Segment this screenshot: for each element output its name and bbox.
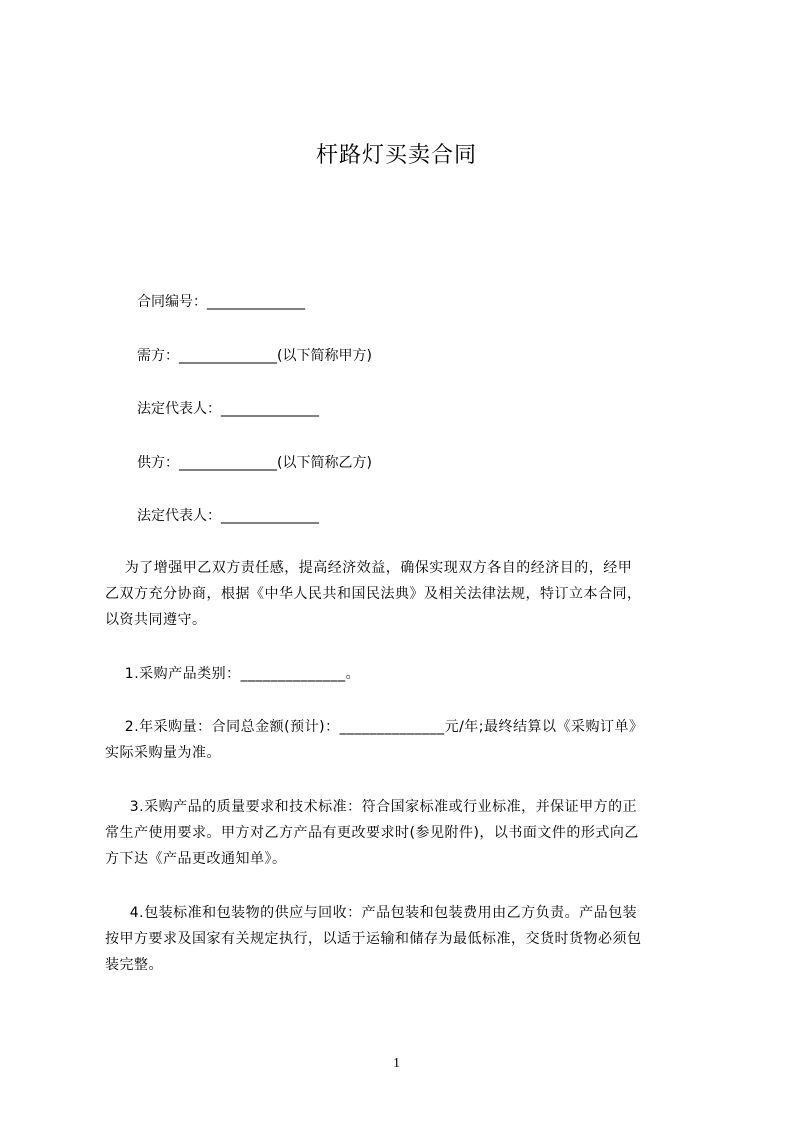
clause-4	[105, 900, 717, 978]
paragraph-line: 实际采购量为准。	[105, 745, 221, 761]
paragraph-line: 4.包装标准和包装物的供应与回收：产品包装和包装费用由乙方负责。产品包装	[105, 905, 638, 921]
paragraph-line: 装完整。	[105, 957, 163, 973]
paragraph-line: 按甲方要求及国家有关规定执行，以适于运输和储存为最低标准，交货时货物必须包	[105, 931, 642, 947]
paragraph-line: 方下达《产品更改通知单》。	[105, 851, 287, 867]
paragraph-line: 以资共同遵守。	[105, 612, 207, 628]
paragraph-line: 常生产使用要求。甲方对乙方产品有更改要求时(参见附件)，以书面文件的形式向乙	[105, 825, 639, 841]
clause-3	[105, 794, 717, 872]
contract-number-field: 合同编号：______________	[137, 294, 305, 310]
clause-1	[105, 661, 717, 687]
paragraph-line: 1.采购产品类别：______________。	[105, 666, 361, 682]
paragraph-line: 2.年采购量：合同总金额(预计)：______________元/年;最终结算以《采购订单》	[105, 719, 644, 735]
paragraph-line: 3.采购产品的质量要求和技术标准：符合国家标准或行业标准，并保证甲方的正	[105, 799, 638, 815]
paragraph-line: 为了增强甲乙双方责任感，提高经济效益，确保实现双方各自的经济目的，经甲	[105, 560, 633, 576]
seller-representative-field: 法定代表人：______________	[137, 508, 319, 524]
buyer-representative-field: 法定代表人：______________	[137, 401, 319, 417]
page-number: 1	[393, 1056, 400, 1071]
preamble-paragraph	[105, 555, 717, 633]
document-title: 杆路灯买卖合同	[315, 143, 477, 168]
seller-field: 供方：______________(以下简称乙方)	[137, 455, 372, 471]
clause-2	[105, 714, 717, 766]
paragraph-line: 乙双方充分协商，根据《中华人民共和国民法典》及相关法律法规，特订立本合同，	[105, 586, 642, 602]
buyer-field: 需方：______________(以下简称甲方)	[137, 348, 372, 364]
